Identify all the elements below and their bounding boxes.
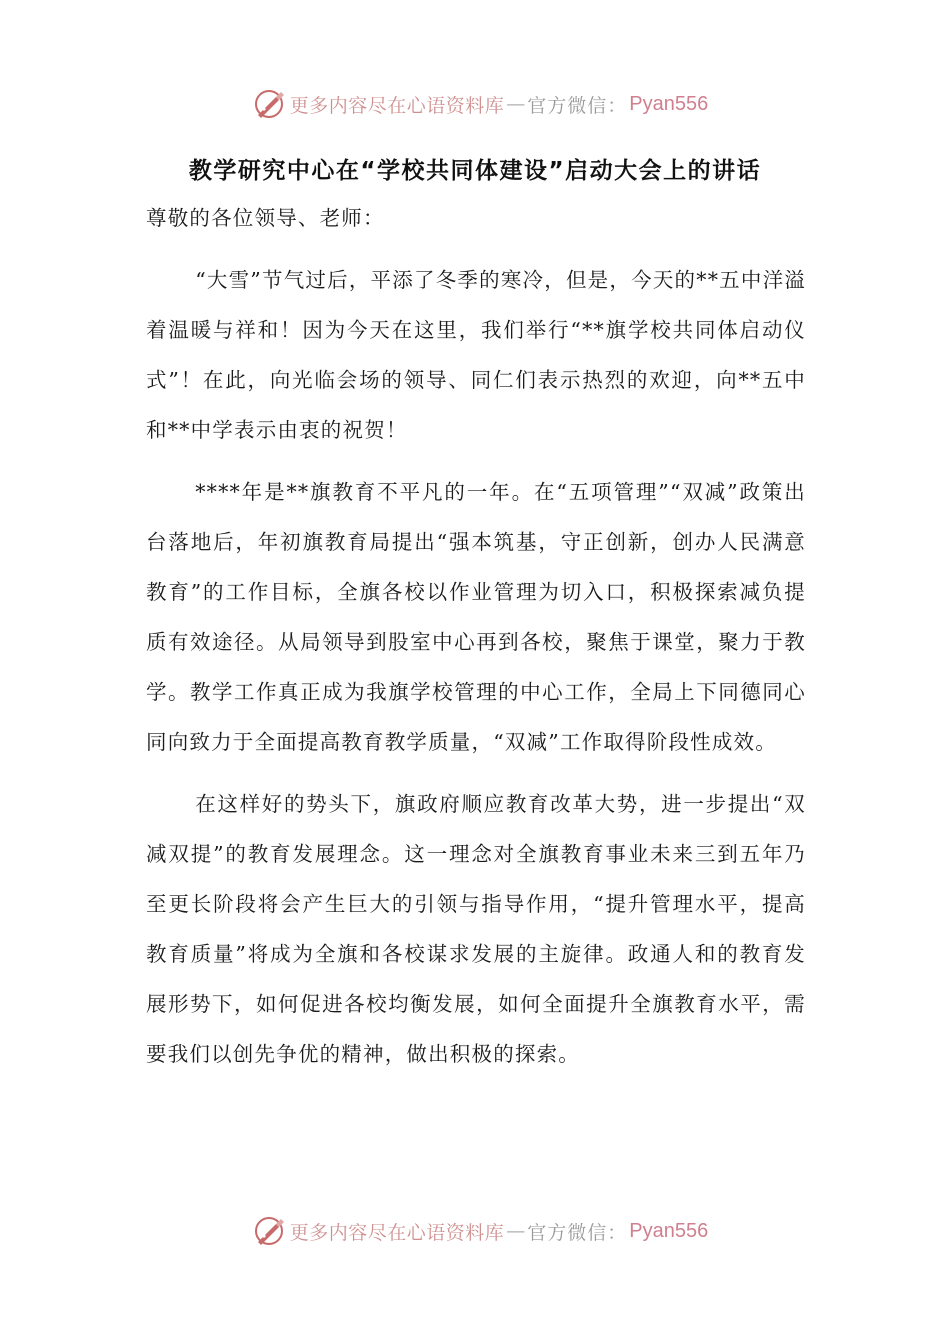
footer-banner xyxy=(0,1211,950,1251)
banner-wechat-id: Pyan556 xyxy=(629,92,709,115)
banner-wechat-id: Pyan556 xyxy=(629,1219,709,1242)
salutation: 尊敬的各位领导、老师： xyxy=(146,206,385,230)
banner-text: 更多内容尽在心语资料库 xyxy=(289,94,505,117)
banner-dash: — xyxy=(506,93,526,115)
paragraph: 在这样好的势头下，旗政府顺应教育改革大势，进一步提出“双减双提”的教育发展理念。这一理念对全旗教育事业未来三到五年乃至更长阶段将会产生巨大的引领与指导作用，“提升管理水平，提高教育质量”将成为全旗和各校谋求发展的主旋律。政通人和的教育发展形势下，如何促进各校均衡发展，如何全面提升全旗教育水平，需要我们以创先争优的精神，做出积极的探索。 xyxy=(146,792,806,1066)
pen-nib-logo-icon xyxy=(252,1214,286,1248)
banner-wechat-label: 官方微信： xyxy=(527,1221,628,1244)
paragraph: ****年是**旗教育不平凡的一年。在“五项管理”“双减”政策出台落地后，年初旗教育局提出“强本筑基，守正创新，创办人民满意教育”的工作目标，全旗各校以作业管理为切入口，积极探索减负提质有效途径。从局领导到股室中心再到各校，聚焦于课堂，聚力于教学。教学工作真正成为我旗学校管理的中心工作，全局上下同德同心同向致力于全面提高教育教学质量，“双减”工作取得阶段性成效。 xyxy=(146,480,806,754)
document-title: 教学研究中心在“学校共同体建设”启动大会上的讲话 xyxy=(188,158,762,184)
header-banner xyxy=(0,84,950,124)
pen-nib-logo-icon xyxy=(252,87,286,121)
paragraph: “大雪”节气过后，平添了冬季的寒冷，但是，今天的**五中洋溢着温暖与祥和！因为今天在这里，我们举行“**旗学校共同体启动仪式”！在此，向光临会场的领导、同仁们表示热烈的欢迎，向**五中和**中学表示由衷的祝贺！ xyxy=(146,268,806,442)
banner-text: 更多内容尽在心语资料库 xyxy=(289,1221,505,1244)
banner-dash: — xyxy=(506,1220,526,1242)
banner-wechat-label: 官方微信： xyxy=(527,94,628,117)
document-body xyxy=(146,193,806,1091)
